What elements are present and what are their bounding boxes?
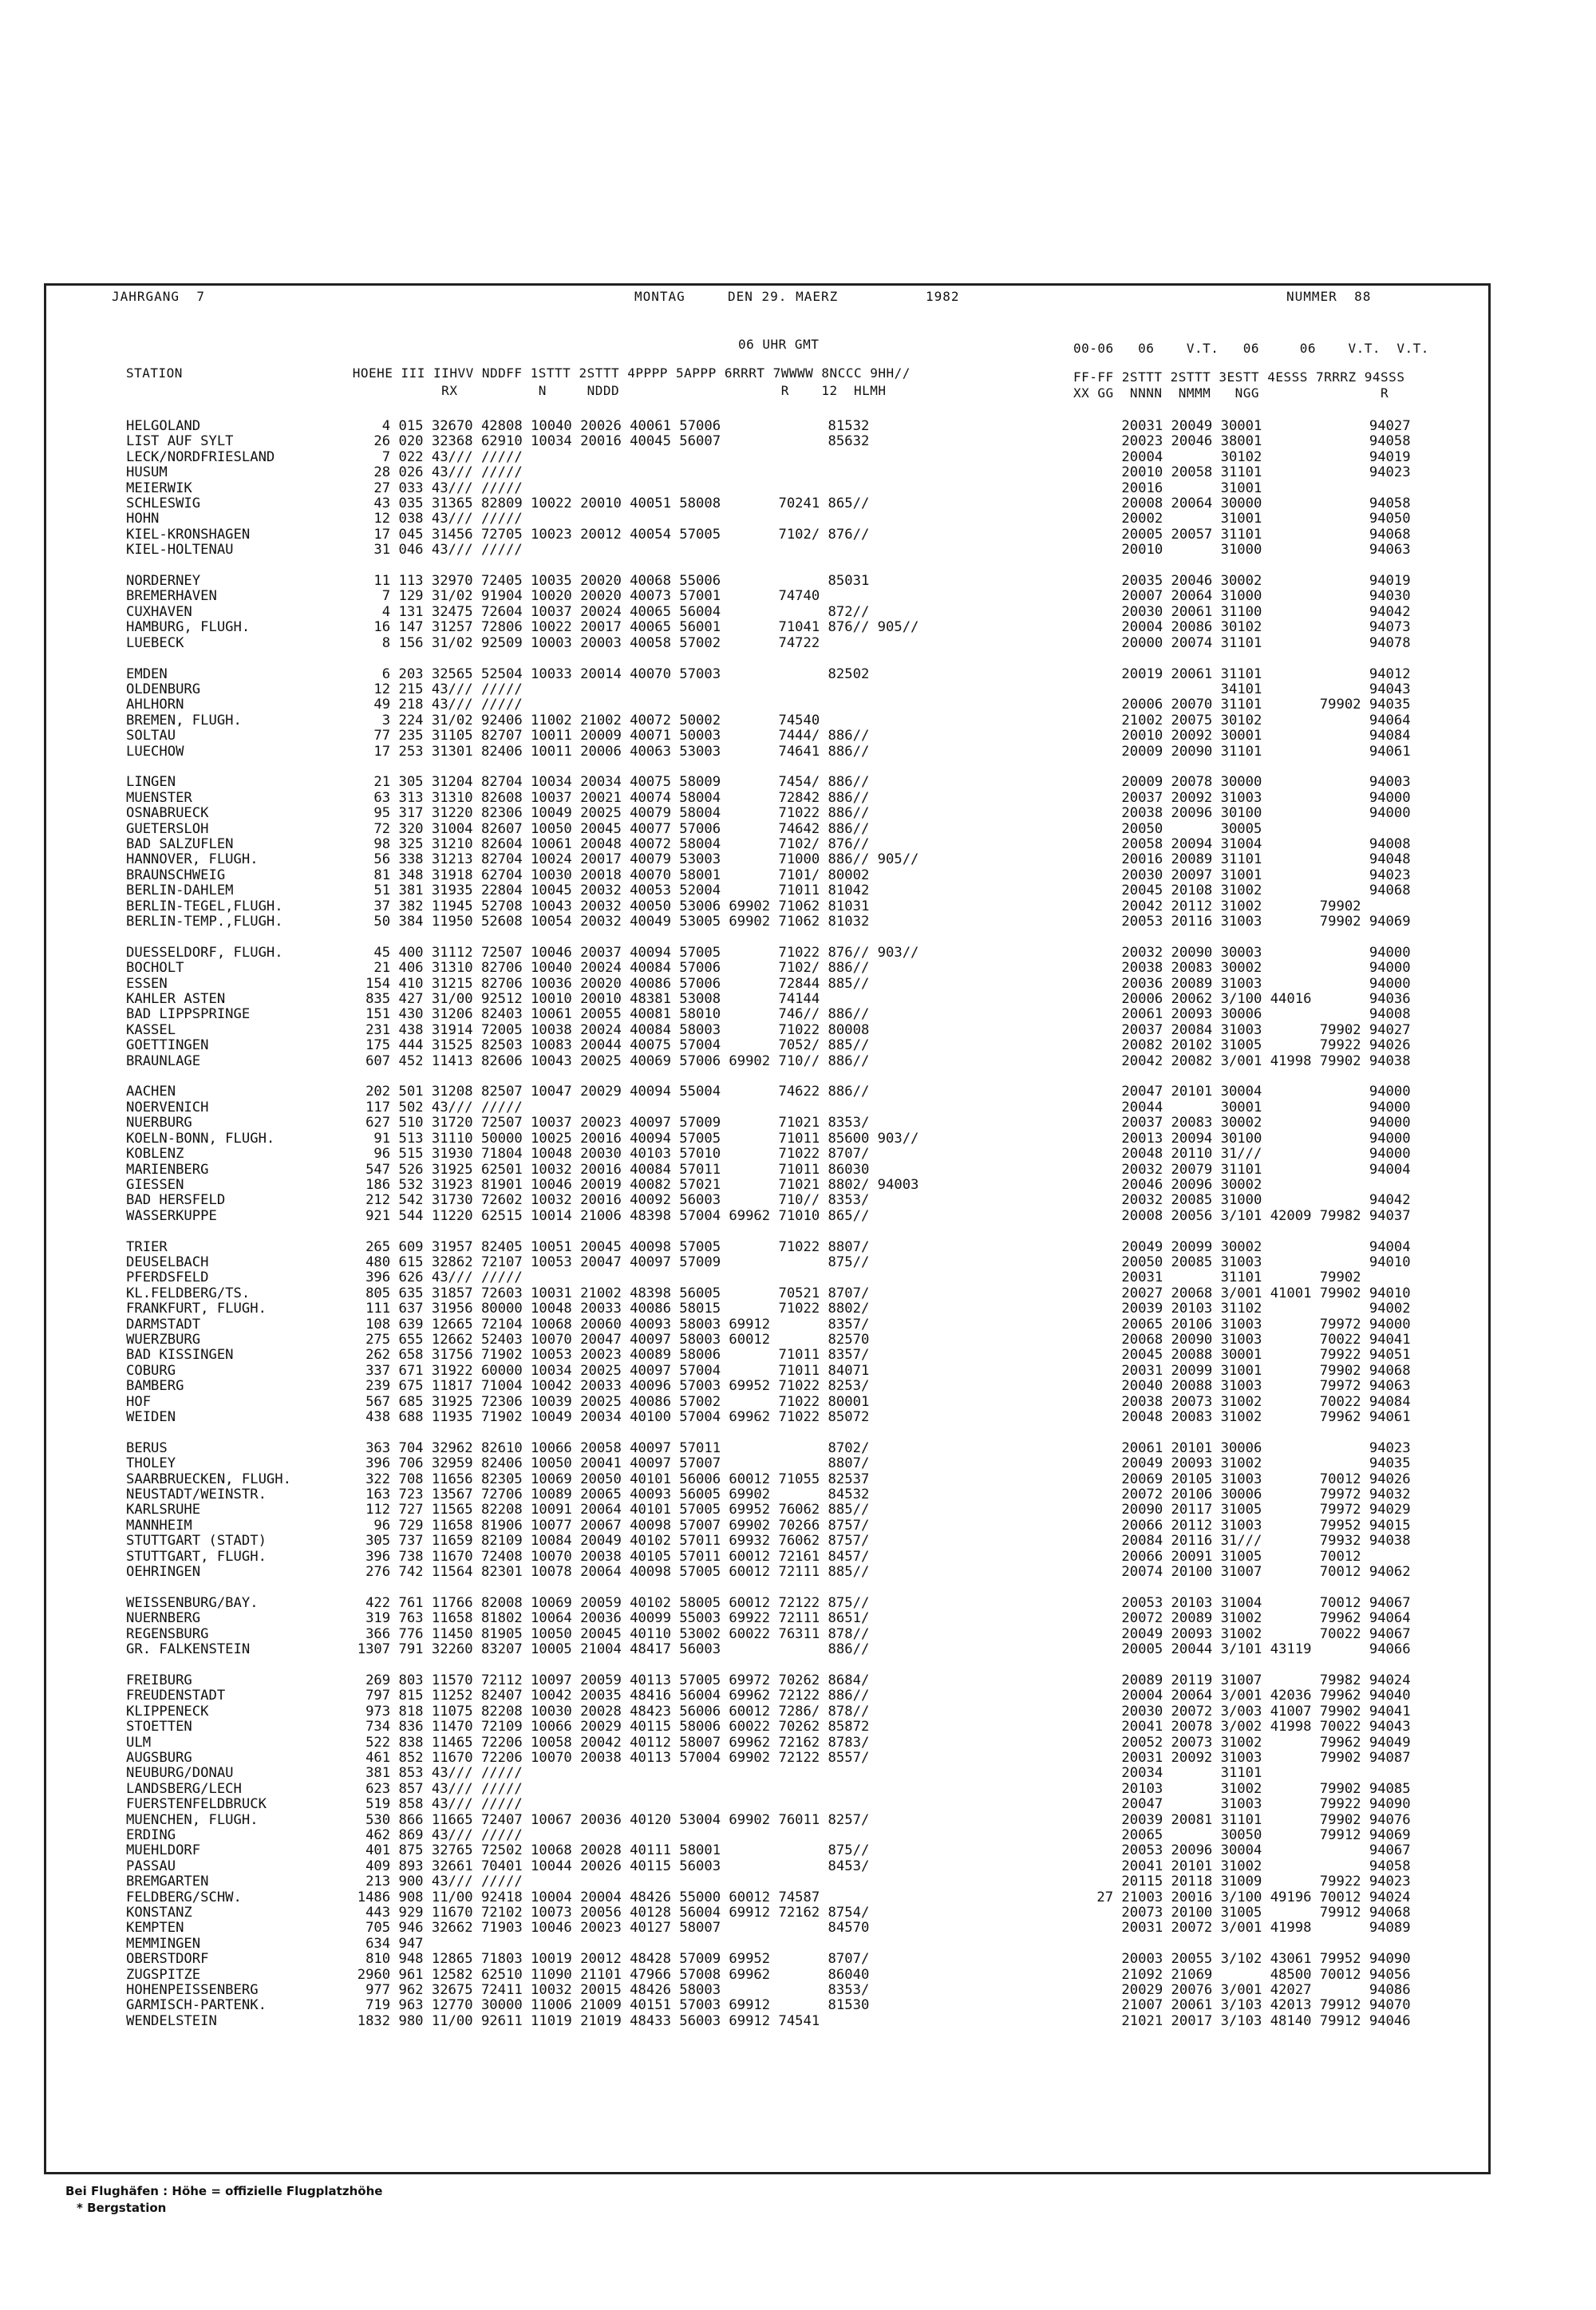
- footnote-airports: Bei Flughäfen : Höhe = offizielle Flugplatzhöhe: [65, 2184, 383, 2198]
- column-header-line1: STATION HOEHE III IIHVV NDDFF 1STTT 2STTT 4PPPP 5APPP 6RRRT 7WWWW 8NCCC 9HH//: [126, 365, 911, 381]
- extension-header-line2: XX GG NNNN NMMM NGG R: [1073, 385, 1389, 401]
- bulletin-number: NUMMER 88: [1286, 289, 1372, 304]
- weekday: MONTAG: [634, 289, 685, 304]
- extension-header-line1: FF-FF 2STTT 2STTT 3ESTT 4ESSS 7RRRZ 94SSS: [1073, 369, 1405, 385]
- bulletin-year: 1982: [926, 289, 960, 304]
- column-header-line2: RX N NDDD R 12 HLMH: [126, 383, 887, 398]
- extension-time-header: 00-06 06 V.T. 06 06 V.T. V.T.: [1073, 341, 1429, 356]
- jahrgang: JAHRGANG 7: [112, 289, 205, 304]
- bulletin-date: DEN 29. MAERZ: [728, 289, 839, 304]
- supplementary-groups-table: 20031 20049 30001 94027 20023 20046 38001 94058 20004 30102 94019 20010 20058 31101 94023 20016 31001 20008 20064 30000 94058 20002 31001 94050 20005 20057 31101 94068 20010 31000 94063 20035 20046 30002 94019 20007 20064 31000 94030 20030 20061 31100 94042 20004 20086 30102 94073 20000 20074 31101 94078 20019 20061 31101 94012 34101 94043 20006 20070 31101 79902 94035 21002 20075 30102 94064 20010 20092 30001 94084 20009 20090 31101 94061 20009 20078 30000 94003 20037 20092 31003 94000 20038 20096 30100 94000 20050 30005 20058 20094 31004 94008 20016 20089 31101 94048 20030 20097 31001 94023 20045 20108 31002 94068 20042 20112 31002 79902 20053 20116 31003 79902 94069 20032 20090 30003 94000 20038 20083 30002 94000 20036 20089 31003 94000 20006 20062 3/100 44016 94036 20061 20093 30006 94008 20037 20084 31003 79902 94027 20082 20102 31005 79922 94026 20042 20082 3/001 41998 79902 94038 20047 20101 30004 94000 20044 30001 94000 20037 20083 30002 94000 20013 20094 30100 94000 20048 20110 31/// 94000 20032 20079 31101 94004 20046 20096 30002 20032 20085 31000 94042 20008 20056 3/101 42009 79982 94037 20049 20099 30002 94004 20050 20085 31003 94010 20031 31101 79902 20027 20068 3/001 41001 79902 94010 20039 20103 31102 94002 20065 20106 31003 79972 94000 20068 20090 31003 70022 94041 20045 20088 30001 79922 94051 20031 20099 31001 79902 94068 20040 20088 31003 79972 94063 20038 20073 31002 70022 94084 20048 20083 31002 79962 94061 20061 20101 30006 94023 20049 20093 31002 94035 20069 20105 31003 70012 94026 20072 20106 30006 79972 94032 20090 20117 31005 79972 94029 20066 20112 31003 79952 94015 20084 20116 31/// 79932 94038 20066 20091 31005 70012 20074 20100 31007 70012 94062 20053 20103 31004 70012 94067 20072 20089 31002 79962 94064 20049 20093 31002 70022 94067 20005 20044 3/101 43119 94066 20089 20119 31007 79982 94024 20004 20064 3/001 42036 79962 94040 20030 20072 3/003 41007 79902 94041 20041 20078 3/002 41998 70022 94043 20052 20073 31002 79962 94049 20031 20092 31003 79902 94087 20034 31101 20103 31002 79902 94085 20047 31003 79922 94090 20039 20081 31101 79902 94076 20065 30050 79912 94069 20053 20096 30004 94067 20041 20101 31002 94058 20115 20118 31009 79922 94023 27 21003 20016 3/100 49196 70012 94024 20073 20100 31005 79912 94068 20031 20072 3/001 41998 94089 20003 20055 3/102 43061 79952 94090 21092 21069 48500 70012 94056 20029 20076 3/001 42027 94086 21007 20061 3/103 42013 79912 94070 21021 20017 3/103 48140 79912 94046: [1096, 418, 1411, 2029]
- observation-time: 06 UHR GMT: [738, 337, 820, 352]
- station-observations-table: HELGOLAND 4 015 32670 42808 10040 20026 40061 57006 81532 LIST AUF SYLT 26 020 32368 62910 10034 20016 40045 56007 85632 LECK/NORDFRIESLAND 7 022 43/// ///// HUSUM 28 026 43/// ///// MEIERWIK 27 033 43/// ///// SCHLESWIG 43 035 31365 82809 10022 20010 40051 58008 70241 865// HOHN 12 038 43/// ///// KIEL-KRONSHAGEN 17 045 31456 72705 10023 20012 40054 57005 7102/ 876// KIEL-HOLTENAU 31 046 43/// ///// NORDERNEY 11 113 32970 72405 10035 20020 40068 55006 85031 BREMERHAVEN 7 129 31/02 91904 10020 20020 40073 57001 74740 CUXHAVEN 4 131 32475 72604 10037 20024 40065 56004 872// HAMBURG, FLUGH. 16 147 31257 72806 10022 20017 40065 56001 71041 876// 905// LUEBECK 8 156 31/02 92509 10003 20003 40058 57002 74722 EMDEN 6 203 32565 52504 10033 20014 40070 57003 82502 OLDENBURG 12 215 43/// ///// AHLHORN 49 218 43/// ///// BREMEN, FLUGH. 3 224 31/02 92406 11002 21002 40072 50002 74540 SOLTAU 77 235 31105 82707 10011 20009 40071 50003 7444/ 886// LUECHOW 17 253 31301 82406 10011 20006 40063 53003 74641 886// LINGEN 21 305 31204 82704 10034 20034 40075 58009 7454/ 886// MUENSTER 63 313 31310 82608 10037 20021 40074 58004 72842 886// OSNABRUECK 95 317 31220 82306 10049 20025 40079 58004 71022 886// GUETERSLOH 72 320 31004 82607 10050 20045 40077 57006 74642 886// BAD SALZUFLEN 98 325 31210 82604 10061 20048 40072 58004 7102/ 876// HANNOVER, FLUGH. 56 338 31213 82704 10024 20017 40079 53003 71000 886// 905// BRAUNSCHWEIG 81 348 31918 62704 10030 20018 40070 58001 7101/ 80002 BERLIN-DAHLEM 51 381 31935 22804 10045 20032 40053 52004 71011 81042 BERLIN-TEGEL,FLUGH. 37 382 11945 52708 10043 20032 40050 53006 69902 71062 81031 BERLIN-TEMP.,FLUGH. 50 384 11950 52608 10054 20032 40049 53005 69902 71062 81032 DUESSELDORF, FLUGH. 45 400 31112 72507 10046 20037 40094 57005 71022 876// 903// BOCHOLT 21 406 31310 82706 10040 20024 40084 57006 7102/ 886// ESSEN 154 410 31215 82706 10036 20020 40086 57006 72844 885// KAHLER ASTEN 835 427 31/00 92512 10010 20010 48381 53008 74144 BAD LIPPSPRINGE 151 430 31206 82403 10061 20055 40081 58010 746// 886// KASSEL 231 438 31914 72005 10038 20024 40084 58003 71022 80008 GOETTINGEN 175 444 31525 82503 10083 20044 40075 57004 7052/ 885// BRAUNLAGE 607 452 11413 82606 10043 20025 40069 57006 69902 710// 886// AACHEN 202 501 31208 82507 10047 20029 40094 55004 74622 886// NOERVENICH 117 502 43/// ///// NUERBURG 627 510 31720 72507 10037 20023 40097 57009 71021 8353/ KOELN-BONN, FLUGH. 91 513 31110 50000 10025 20016 40094 57005 71011 85600 903// KOBLENZ 96 515 31930 71804 10048 20030 40103 57010 71022 8707/ MARIENBERG 547 526 31925 62501 10032 20016 40084 57011 71011 86030 GIESSEN 186 532 31923 81901 10046 20019 40082 57021 71021 8802/ 94003 BAD HERSFELD 212 542 31730 72602 10032 20016 40092 56003 710// 8353/ WASSERKUPPE 921 544 11220 62515 10014 21006 48398 57004 69962 71010 865// TRIER 265 609 31957 82405 10051 20045 40098 57005 71022 8807/ DEUSELBACH 480 615 32862 72107 10053 20047 40097 57009 875// PFERDSFELD 396 626 43/// ///// KL.FELDBERG/TS. 805 635 31857 72603 10031 21002 48398 56005 70521 8707/ FRANKFURT, FLUGH. 111 637 31956 80000 10048 20033 40086 58015 71022 8802/ DARMSTADT 108 639 12665 72104 10068 20060 40093 58003 69912 8357/ WUERZBURG 275 655 12662 52403 10070 20047 40097 58003 60012 82570 BAD KISSINGEN 262 658 31756 71902 10053 20023 40089 58006 71011 8357/ COBURG 337 671 31922 60000 10034 20025 40097 57004 71011 84071 BAMBERG 239 675 11817 71004 10042 20033 40096 57003 69952 71022 8253/ HOF 567 685 31925 72306 10039 20025 40086 57002 71022 80001 WEIDEN 438 688 11935 71902 10049 20034 40100 57004 69962 71022 85072 BERUS 363 704 32962 82610 10066 20058 40097 57011 8702/ THOLEY 396 706 32959 82406 10050 20041 40097 57007 8807/ SAARBRUECKEN, FLUGH. 322 708 11656 82305 10069 20050 40101 56006 60012 71055 82537 NEUSTADT/WEINSTR. 163 723 13567 72706 10089 20065 40093 56005 69902 84532 KARLSRUHE 112 727 11565 82208 10091 20064 40101 57005 69952 76062 885// MANNHEIM 96 729 11658 81906 10077 20067 40098 57007 69902 70266 8757/ STUTTGART (STADT) 305 737 11659 82109 10084 20049 40102 57011 69932 76062 8757/ STUTTGART, FLUGH. 396 738 11670 72408 10070 20038 40105 57011 60012 72161 8457/ OEHRINGEN 276 742 11564 82301 10078 20064 40098 57005 60012 72111 885// WEISSENBURG/BAY. 422 761 11766 82008 10069 20059 40102 58005 60012 72122 875// NUERNBERG 319 763 11658 81802 10064 20036 40099 55003 69922 72111 8651/ REGENSBURG 366 776 11450 81905 10050 20045 40110 53002 60022 76311 878// GR. FALKENSTEIN 1307 791 32260 83207 10005 21004 48417 56003 886// FREIBURG 269 803 11570 72112 10097 20059 40113 57005 69972 70262 8684/ FREUDENSTADT 797 815 11252 82407 10042 20035 48416 56004 69962 72122 886// KLIPPENECK 973 818 11075 82208 10030 20028 48423 56006 60012 7286/ 878// STOETTEN 734 836 11470 72109 10066 20029 40115 58006 60022 70262 85872 ULM 522 838 11465 72206 10058 20042 40112 58007 69962 72162 8783/ AUGSBURG 461 852 11670 72206 10070 20038 40113 57004 69902 72122 8557/ NEUBURG/DONAU 381 853 43/// ///// LANDSBERG/LECH 623 857 43/// ///// FUERSTENFELDBRUCK 519 858 43/// ///// MUENCHEN, FLUGH. 530 866 11665 72407 10067 20036 40120 53004 69902 76011 8257/ ERDING 462 869 43/// ///// MUEHLDORF 401 875 32765 72502 10068 20028 40111 58001 875// PASSAU 409 893 32661 70401 10044 20026 40115 56003 8453/ BREMGARTEN 213 900 43/// ///// FELDBERG/SCHW. 1486 908 11/00 92418 10004 20004 48426 55000 60012 74587 KONSTANZ 443 929 11670 72102 10073 20056 40128 56004 69912 72162 8754/ KEMPTEN 705 946 32662 71903 10046 20023 40127 58007 84570 MEMMINGEN 634 947 OBERSTDORF 810 948 12865 71803 10019 20012 48428 57009 69952 8707/ ZUGSPITZE 2960 961 12582 62510 11090 21101 47966 57008 69962 86040 HOHENPEISSENBERG 977 962 32675 72411 10032 20015 48426 58003 8353/ GARMISCH-PARTENK. 719 963 12770 30000 11006 21009 40151 57003 69912 81530 WENDELSTEIN 1832 980 11/00 92611 11019 21019 48433 56003 69912 74541: [126, 418, 919, 2029]
- footnote-mountain-station: * Bergstation: [77, 2201, 167, 2215]
